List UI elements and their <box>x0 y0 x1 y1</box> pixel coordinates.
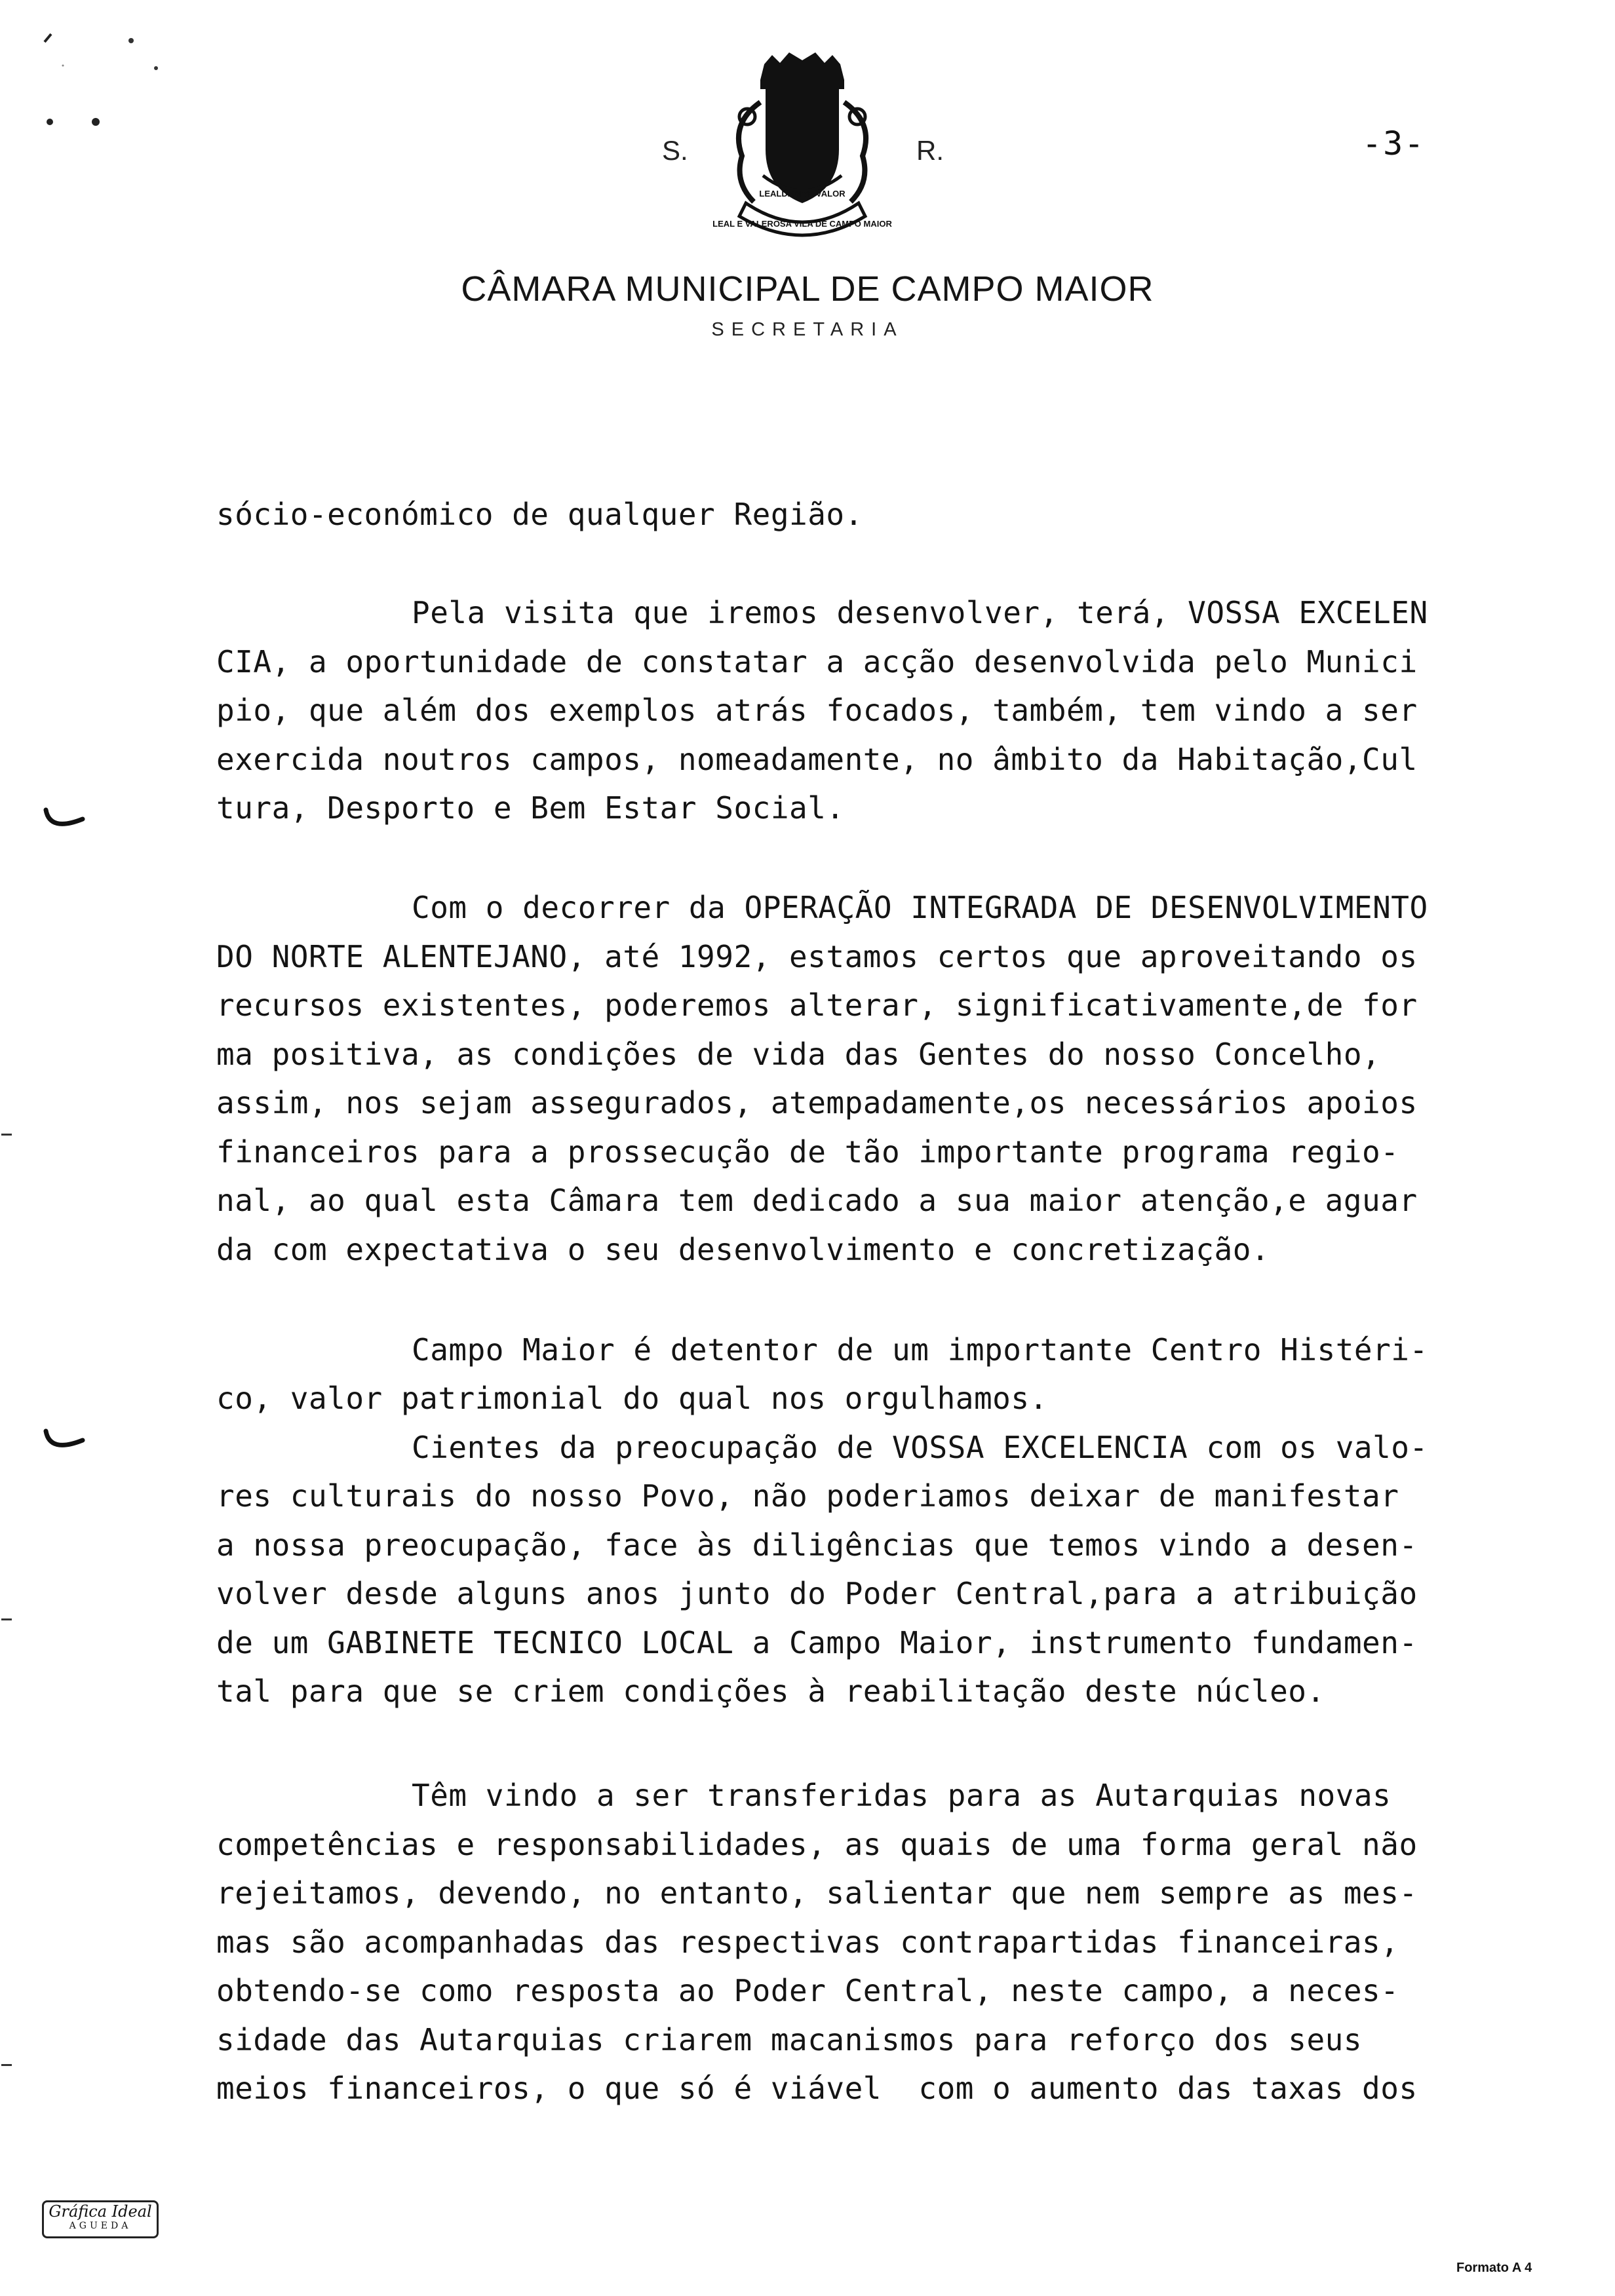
municipal-crest-emblem <box>704 51 901 248</box>
body-line: res culturais do nosso Povo, não poderiamos deixar de manifestar <box>216 1478 1399 1514</box>
crest-motto-text: LEALDADE E VALOR <box>759 189 846 199</box>
body-line: mas são acompanhadas das respectivas contrapartidas financeiras, <box>216 1924 1399 1960</box>
body-line: nal, ao qual esta Câmara tem dedicado a sua maior atenção,e aguar <box>216 1183 1418 1218</box>
body-line: Campo Maior é detentor de um importante Centro Histéri- <box>412 1332 1428 1368</box>
paper-format-label: Formato A 4 <box>1456 2261 1532 2275</box>
body-line: Têm vindo a ser transferidas para as Autarquias novas <box>412 1778 1391 1813</box>
crest-letter-r: R. <box>916 135 944 166</box>
body-line: obtendo-se como resposta ao Poder Central, neste campo, a neces- <box>216 1973 1399 2008</box>
margin-dash <box>1 2064 14 2071</box>
body-line: de um GABINETE TECNICO LOCAL a Campo Maior, instrumento fundamen- <box>216 1625 1418 1660</box>
margin-tick-mark <box>41 803 93 843</box>
body-line: pio, que além dos exemplos atrás focados, também, tem vindo a ser <box>216 693 1418 728</box>
body-line: sidade das Autarquias criarem macanismos para reforço dos seus <box>216 2022 1363 2057</box>
body-line: ma positiva, as condições de vida das Gentes do nosso Concelho, <box>216 1037 1381 1072</box>
printer-logo-name: Gráfica Ideal <box>49 2202 152 2221</box>
body-line: volver desde alguns anos junto do Poder Central,para a atribuição <box>216 1576 1418 1611</box>
body-line: meios financeiros, o que só é viável com o aumento das taxas dos <box>216 2071 1418 2106</box>
margin-dash <box>1 1134 14 1140</box>
letterhead-title: CÂMARA MUNICIPAL DE CAMPO MAIOR <box>461 269 1154 309</box>
body-line: CIA, a oportunidade de constatar a acção desenvolvida pelo Munici <box>216 644 1418 679</box>
body-line: sócio-económico de qualquer Região. <box>216 497 863 532</box>
margin-dash <box>1 1618 14 1625</box>
letterhead-subtitle: SECRETARIA <box>711 319 904 340</box>
body-line: Pela visita que iremos desenvolver, terá, VOSSA EXCELEN <box>412 595 1428 630</box>
body-line: Cientes da preocupação de VOSSA EXCELENCIA com os valo- <box>412 1430 1428 1465</box>
body-line: rejeitamos, devendo, no entanto, salientar que nem sempre as mes- <box>216 1875 1418 1911</box>
scan-specks <box>0 0 170 144</box>
page-number: -3- <box>1362 124 1426 163</box>
crest-letter-s: S. <box>662 135 688 166</box>
body-line: financeiros para a prossecução de tão importante programa regio- <box>216 1134 1399 1170</box>
body-line: recursos existentes, poderemos alterar, significativamente,de for <box>216 987 1418 1023</box>
printer-logo-town: AGUEDA <box>69 2221 132 2231</box>
crest-banner-text: LEAL E VALEROSA VILA DE CAMPO MAIOR <box>712 219 892 229</box>
printer-logo <box>42 2200 159 2238</box>
margin-tick-mark <box>41 1425 93 1464</box>
body-line: da com expectativa o seu desenvolvimento e concretização. <box>216 1232 1270 1267</box>
body-line: Com o decorrer da OPERAÇÃO INTEGRADA DE DESENVOLVIMENTO <box>412 890 1428 925</box>
body-line: co, valor patrimonial do qual nos orgulhamos. <box>216 1381 1048 1416</box>
body-line: competências e responsabilidades, as quais de uma forma geral não <box>216 1827 1418 1862</box>
body-line: a nossa preocupação, face às diligências que temos vindo a desen- <box>216 1527 1418 1563</box>
body-line: DO NORTE ALENTEJANO, até 1992, estamos certos que aproveitando os <box>216 939 1418 974</box>
body-line: exercida noutros campos, nomeadamente, no âmbito da Habitação,Cul <box>216 742 1418 777</box>
body-line: tal para que se criem condições à reabilitação deste núcleo. <box>216 1674 1325 1709</box>
body-line: tura, Desporto e Bem Estar Social. <box>216 790 845 826</box>
body-line: assim, nos sejam assegurados, atempadamente,os necessários apoios <box>216 1085 1418 1120</box>
